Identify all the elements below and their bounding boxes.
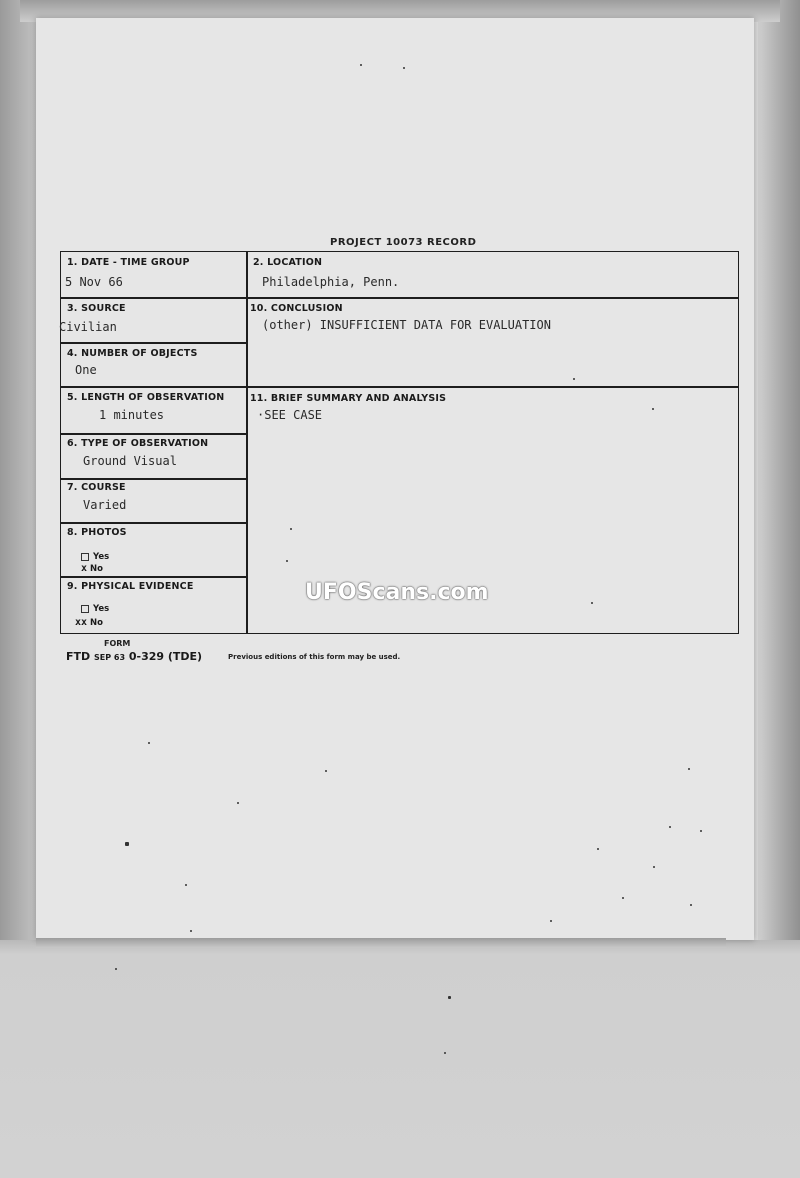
- scan-speck: [190, 930, 192, 932]
- scan-speck: [573, 378, 575, 380]
- date-value: 5 Nov 66: [65, 275, 123, 289]
- x-mark-icon: xx: [75, 617, 88, 628]
- scan-speck: [597, 848, 599, 850]
- footer-note: Previous editions of this form may be used.: [228, 653, 401, 661]
- scan-speck: [185, 884, 187, 886]
- footer-form-word: FORM: [104, 639, 131, 648]
- row-divider: [61, 522, 247, 524]
- x-mark-icon: x: [81, 563, 88, 574]
- row-divider: [61, 386, 247, 388]
- course-label: 7. COURSE: [67, 482, 126, 493]
- checkbox-icon: [81, 605, 89, 613]
- row-divider: [61, 342, 247, 344]
- scan-speck: [700, 830, 702, 832]
- scan-speck: [550, 920, 552, 922]
- scan-speck: [622, 897, 624, 899]
- scan-speck: [237, 802, 239, 804]
- scan-speck: [403, 67, 405, 69]
- type-value: Ground Visual: [83, 454, 177, 468]
- conclusion-value: (other) INSUFFICIENT DATA FOR EVALUATION: [262, 318, 551, 332]
- evidence-no-option: xx No: [75, 617, 104, 628]
- scan-speck: [652, 408, 654, 410]
- scan-speck: [669, 826, 671, 828]
- location-label: 2. LOCATION: [253, 257, 323, 268]
- photos-label: 8. PHOTOS: [67, 527, 127, 538]
- length-value: 1 minutes: [99, 408, 165, 422]
- scan-speck: [325, 770, 327, 772]
- source-value: Civilian: [59, 320, 117, 334]
- sheet-bottom-edge: [36, 938, 726, 948]
- location-value: Philadelphia, Penn.: [262, 275, 400, 289]
- evidence-yes-option: Yes: [81, 604, 109, 614]
- row-divider: [61, 297, 738, 299]
- checkbox-icon: [81, 553, 89, 561]
- summary-value: ·SEE CASE: [257, 408, 323, 422]
- scan-right-edge: [758, 0, 800, 940]
- scan-speck: [148, 742, 150, 744]
- scan-speck: [653, 866, 655, 868]
- scan-speck: [690, 904, 692, 906]
- row-divider: [61, 478, 247, 480]
- date-label: 1. DATE - TIME GROUP: [67, 257, 190, 268]
- scan-speck: [286, 560, 288, 562]
- photos-no-option: x No: [81, 563, 103, 574]
- num-objects-value: One: [75, 363, 97, 377]
- watermark: UFOScans.com: [305, 580, 489, 605]
- photos-yes-option: Yes: [81, 552, 109, 562]
- row-divider: [61, 433, 247, 435]
- scan-speck: [448, 996, 451, 999]
- scan-speck: [115, 968, 117, 970]
- num-objects-label: 4. NUMBER OF OBJECTS: [67, 348, 198, 359]
- scan-lower-band: [0, 940, 800, 1178]
- source-label: 3. SOURCE: [67, 303, 126, 314]
- scan-speck: [688, 768, 690, 770]
- record-form: [60, 251, 739, 634]
- evidence-label: 9. PHYSICAL EVIDENCE: [67, 581, 194, 592]
- scan-speck: [591, 602, 593, 604]
- scan-speck: [125, 842, 129, 846]
- summary-label: 11. BRIEF SUMMARY AND ANALYSIS: [250, 393, 447, 404]
- conclusion-label: 10. CONCLUSION: [250, 303, 343, 314]
- row-divider: [61, 576, 247, 578]
- row-divider: [246, 386, 738, 388]
- scan-speck: [444, 1052, 446, 1054]
- scan-speck: [360, 64, 362, 66]
- course-value: Varied: [83, 498, 127, 512]
- scan-speck: [290, 528, 292, 530]
- footer-form-id: FTD SEP 63 0-329 (TDE): [66, 650, 203, 663]
- length-label: 5. LENGTH OF OBSERVATION: [67, 392, 225, 403]
- type-label: 6. TYPE OF OBSERVATION: [67, 438, 209, 449]
- record-header: PROJECT 10073 RECORD: [330, 237, 477, 248]
